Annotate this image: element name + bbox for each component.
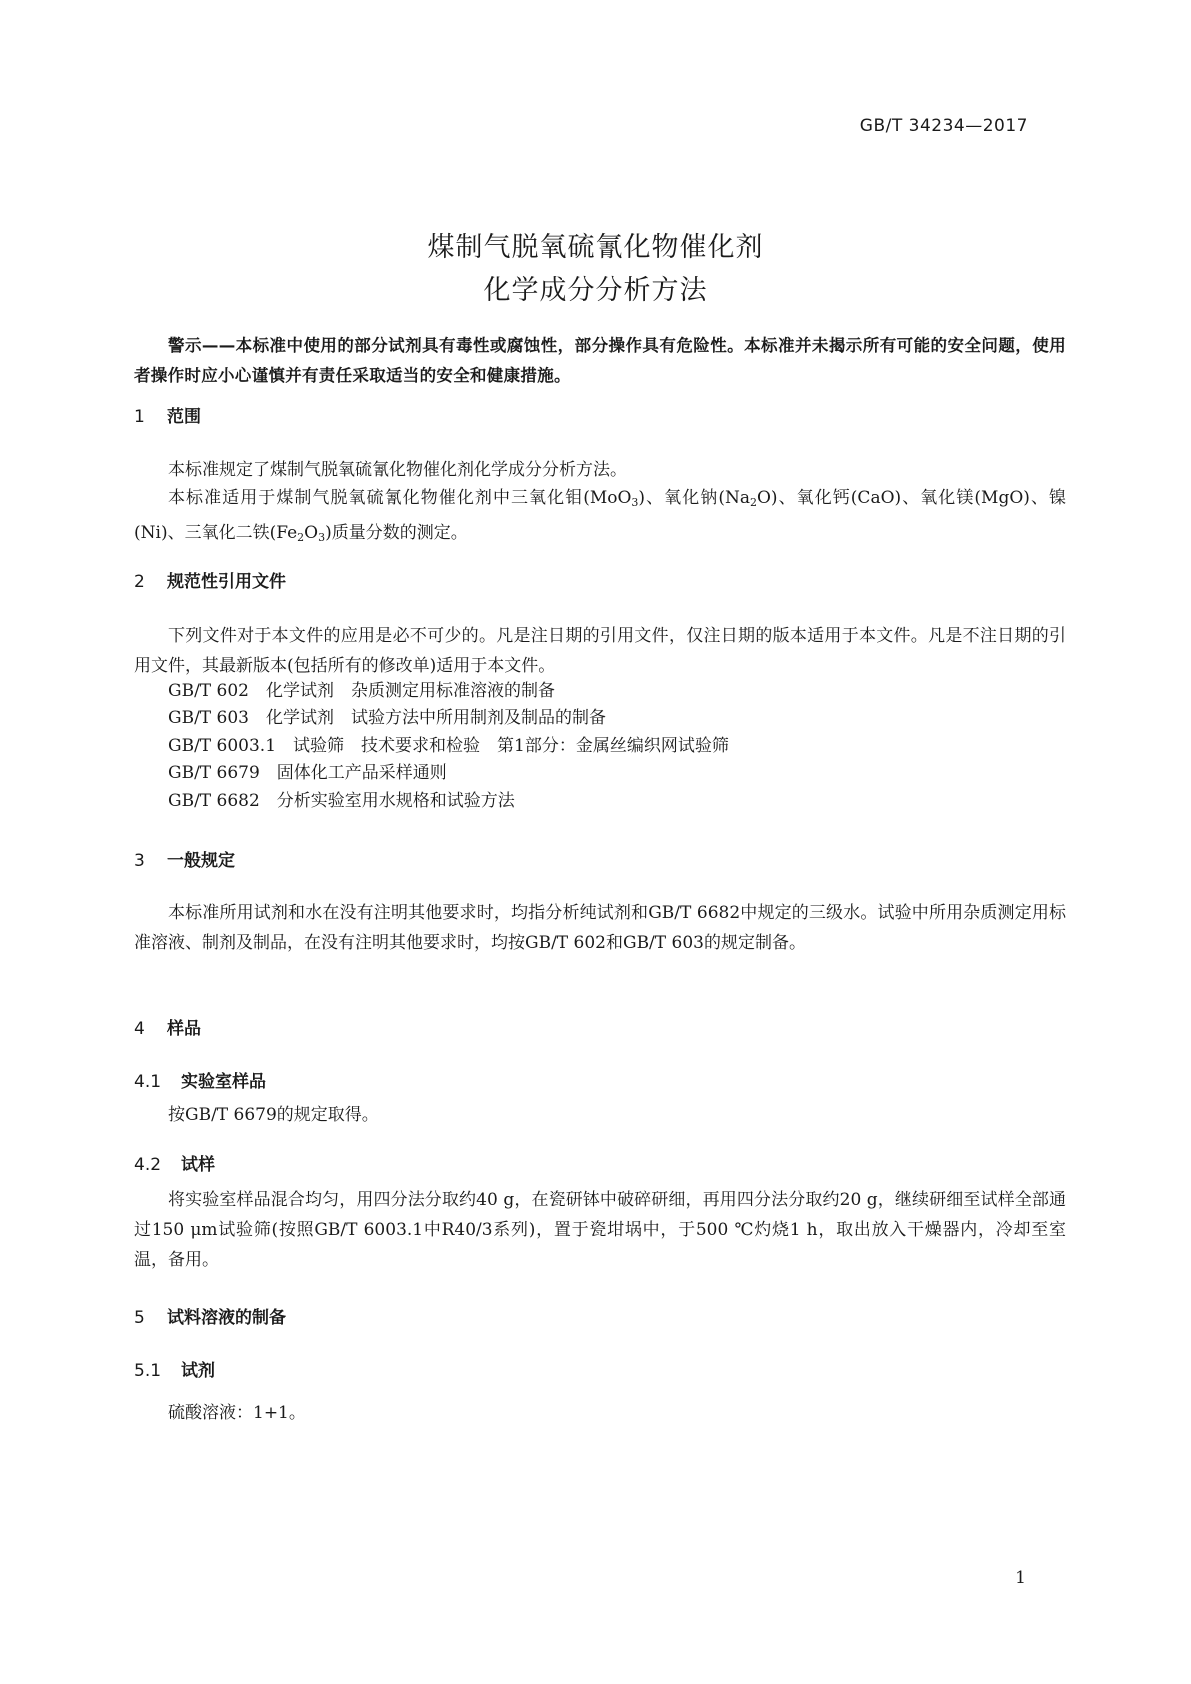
section-2-heading [134,567,286,592]
section-title: 规范性引用文件 [167,572,286,592]
section-number: 4 [134,1019,145,1039]
section-title: 试样 [181,1155,215,1175]
section-title: 范围 [167,407,201,427]
standard-number: GB/T 34234—2017 [859,116,1028,136]
section-number: 1 [134,407,145,427]
section-4-2-paragraph: 将实验室样品混合均匀，用四分法分取约40 g，在瓷研钵中破碎研细，再用四分法分取约20 g，继续研细至试样全部通过150 μm试验筛(按照GB/T 6003.1中R40/3系列)，置于瓷坩埚中，于500 ℃灼烧1 h，取出放入干燥器内，冷却至室温，备用。 [134,1190,1066,1270]
document-title-line2: 化学成分分析方法 [483,275,708,306]
reference-item: GB/T 6682 分析实验室用水规格和试验方法 [168,791,515,811]
section-5-heading [134,1303,286,1328]
section-3-heading [134,846,235,871]
section-4-2-heading [134,1150,215,1175]
section-number: 4.2 [134,1155,162,1175]
section-5-1-paragraph: 硫酸溶液：1+1。 [168,1403,306,1423]
page-number: 1 [1015,1568,1026,1588]
warning-paragraph: 警示——本标准中使用的部分试剂具有毒性或腐蚀性，部分操作具有危险性。本标准并未揭示所有可能的安全问题，使用者操作时应小心谨慎并有责任采取适当的安全和健康措施。 [134,336,1066,385]
section-1-paragraph-1: 本标准规定了煤制气脱氧硫氰化物催化剂化学成分分析方法。 [168,460,627,480]
reference-item: GB/T 6679 固体化工产品采样通则 [168,763,447,783]
section-4-1-paragraph: 按GB/T 6679的规定取得。 [168,1105,379,1125]
reference-item: GB/T 603 化学试剂 试验方法中所用制剂及制品的制备 [168,708,606,728]
document-title-line1: 煤制气脱氧硫氰化物催化剂 [427,232,764,263]
section-number: 2 [134,572,145,592]
section-4-1-heading [134,1067,266,1092]
section-5-1-heading [134,1356,215,1381]
section-title: 一般规定 [167,851,235,871]
section-1-heading [134,402,201,427]
section-title: 试剂 [181,1361,215,1381]
reference-item: GB/T 6003.1 试验筛 技术要求和检验 第1部分：金属丝编织网试验筛 [168,736,729,756]
section-1-paragraph-2: 本标准适用于煤制气脱氧硫氰化物催化剂中三氧化钼(MoO$_3$)、氧化钠$(Na_2O)$、氧化钙(CaO)、氧化镁(MgO)、镍(Ni)、三氧化二铁$(Fe_2O_3)$质量分数的测定。 [134,488,1067,544]
section-2-paragraph-1: 下列文件对于本文件的应用是必不可少的。凡是注日期的引用文件，仅注日期的版本适用于本文件。凡是不注日期的引用文件，其最新版本(包括所有的修改单)适用于本文件。 [134,626,1066,676]
reference-item: GB/T 602 化学试剂 杂质测定用标准溶液的制备 [168,681,555,701]
section-number: 3 [134,851,145,871]
section-number: 4.1 [134,1072,162,1092]
section-number: 5 [134,1308,145,1328]
section-3-paragraph-1: 本标准所用试剂和水在没有注明其他要求时，均指分析纯试剂和GB/T 6682中规定的三级水。试验中所用杂质测定用标准溶液、制剂及制品，在没有注明其他要求时，均按GB/T 602和GB/T 603的规定制备。 [134,903,1066,953]
section-title: 实验室样品 [181,1072,266,1092]
section-title: 试料溶液的制备 [167,1308,286,1328]
section-title: 样品 [167,1019,201,1039]
section-number: 5.1 [134,1361,162,1381]
section-4-heading [134,1014,201,1039]
